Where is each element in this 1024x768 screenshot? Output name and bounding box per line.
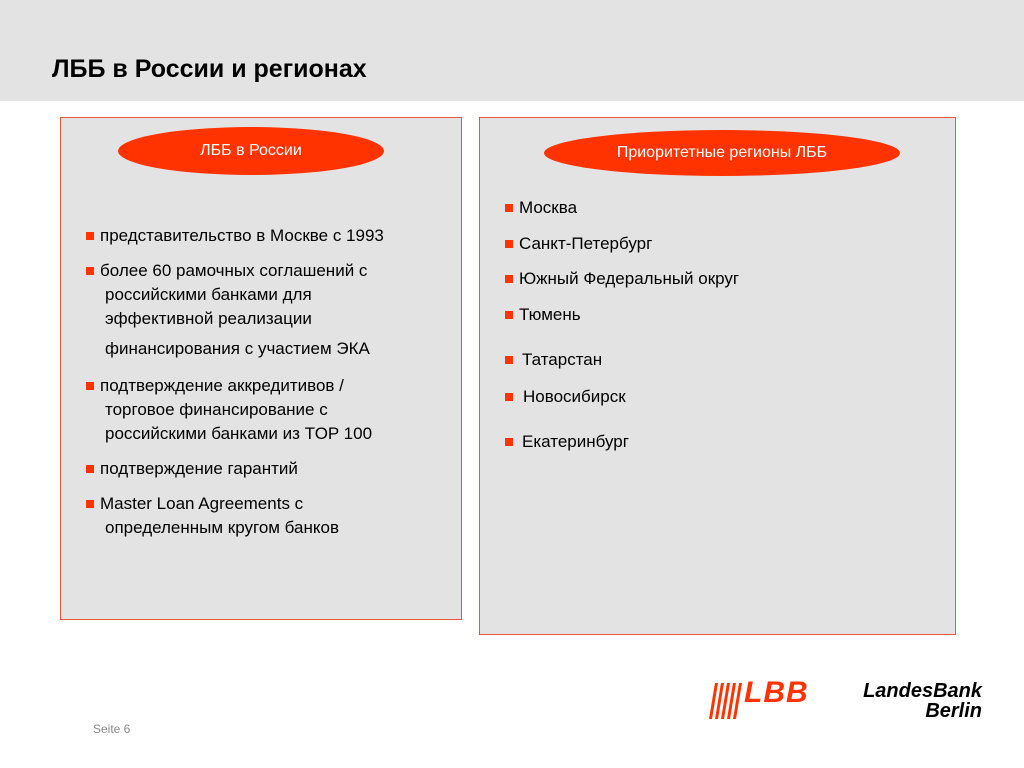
- bullet-square-icon: [86, 232, 94, 240]
- page-number: Seite 6: [93, 722, 131, 736]
- list-item: Санкт-Петербург: [505, 232, 652, 256]
- list-item: Тюмень: [505, 303, 581, 327]
- bullet-square-icon: [505, 311, 513, 319]
- list-item: более 60 рамочных соглашений с российскими банками для эффективной реализации финансирования с участием ЭКА: [86, 259, 370, 361]
- list-item: Master Loan Agreements с определенным кругом банков: [86, 492, 339, 540]
- bullet-square-icon: [505, 356, 513, 364]
- bullet-square-icon: [505, 240, 513, 248]
- left-panel-header: ЛББ в России: [118, 127, 384, 175]
- list-item: Екатеринбург: [505, 430, 629, 454]
- bullet-square-icon: [505, 393, 513, 401]
- lbb-stripes-logo-icon: [709, 683, 743, 719]
- bullet-square-icon: [505, 275, 513, 283]
- right-panel-header: Приоритетные регионы ЛББ: [544, 130, 900, 176]
- list-item: Москва: [505, 196, 577, 220]
- slide-title: ЛББ в России и регионах: [52, 55, 367, 83]
- title-bar: [0, 0, 1024, 101]
- bullet-square-icon: [86, 465, 94, 473]
- left-panel: [60, 117, 462, 620]
- right-panel: [479, 117, 956, 635]
- list-item: подтверждение аккредитивов / торговое финансирование с российскими банками из TOP 100: [86, 374, 372, 446]
- list-item: подтверждение гарантий: [86, 457, 298, 481]
- list-item: Татарстан: [505, 348, 602, 372]
- list-item: представительство в Москве с 1993: [86, 224, 384, 248]
- bullet-square-icon: [505, 438, 513, 446]
- bullet-square-icon: [86, 267, 94, 275]
- list-item: Новосибирск: [505, 385, 626, 409]
- bullet-square-icon: [86, 382, 94, 390]
- list-item: Южный Федеральный округ: [505, 267, 739, 291]
- lbb-logo-text: LBB: [744, 676, 809, 709]
- bullet-square-icon: [505, 204, 513, 212]
- bullet-square-icon: [86, 500, 94, 508]
- landesbank-logo-text: LandesBank Berlin: [863, 680, 982, 722]
